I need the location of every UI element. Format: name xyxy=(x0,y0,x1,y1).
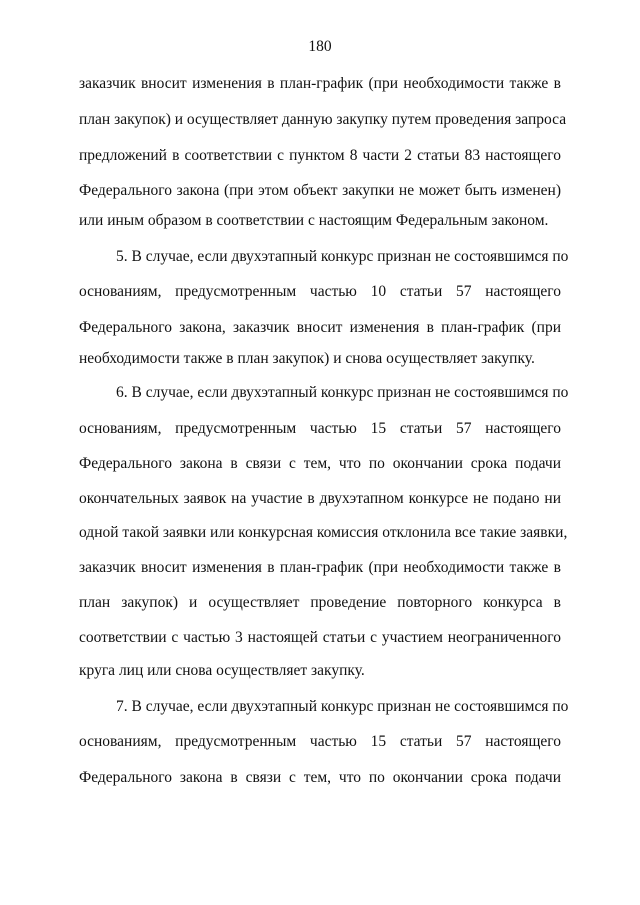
text-line: план закупок) и осуществляет данную закупку путем проведения запроса xyxy=(79,111,567,128)
text-line: заказчик вносит изменения в план-график (при необходимости также в xyxy=(79,559,561,576)
page-number: 180 xyxy=(308,38,332,55)
text-line: необходимости также в план закупок) и снова осуществляет закупку. xyxy=(79,350,535,367)
text-line: Федерального закона в связи с тем, что по окончании срока подачи xyxy=(79,769,561,786)
text-line: основаниям, предусмотренным частью 10 статьи 57 настоящего xyxy=(79,283,561,300)
text-line: заказчик вносит изменения в план-график (при необходимости также в xyxy=(79,75,561,92)
text-line: план закупок) и осуществляет проведение повторного конкурса в xyxy=(79,594,561,611)
text-line: Федерального закона (при этом объект закупки не может быть изменен) xyxy=(79,182,561,199)
text-line: окончательных заявок на участие в двухэтапном конкурсе не подано ни xyxy=(79,490,561,507)
text-line: одной такой заявки или конкурсная комиссия отклонила все такие заявки, xyxy=(79,524,568,541)
paragraph-start-line: 7. В случае, если двухэтапный конкурс признан не состоявшимся по xyxy=(116,698,569,715)
text-line: Федерального закона, заказчик вносит изменения в план-график (при xyxy=(79,319,561,336)
text-line: предложений в соответствии с пунктом 8 части 2 статьи 83 настоящего xyxy=(79,147,561,164)
text-line: основаниям, предусмотренным частью 15 статьи 57 настоящего xyxy=(79,420,561,437)
text-line: основаниям, предусмотренным частью 15 статьи 57 настоящего xyxy=(79,733,561,750)
paragraph-start-line: 5. В случае, если двухэтапный конкурс признан не состоявшимся по xyxy=(116,248,569,265)
text-line: круга лиц или снова осуществляет закупку. xyxy=(79,662,365,679)
text-line: или иным образом в соответствии с настоящим Федеральным законом. xyxy=(79,212,549,229)
text-line: Федерального закона в связи с тем, что по окончании срока подачи xyxy=(79,455,561,472)
paragraph-start-line: 6. В случае, если двухэтапный конкурс признан не состоявшимся по xyxy=(116,384,569,401)
text-line: соответствии с частью 3 настоящей статьи с участием неограниченного xyxy=(79,629,561,646)
